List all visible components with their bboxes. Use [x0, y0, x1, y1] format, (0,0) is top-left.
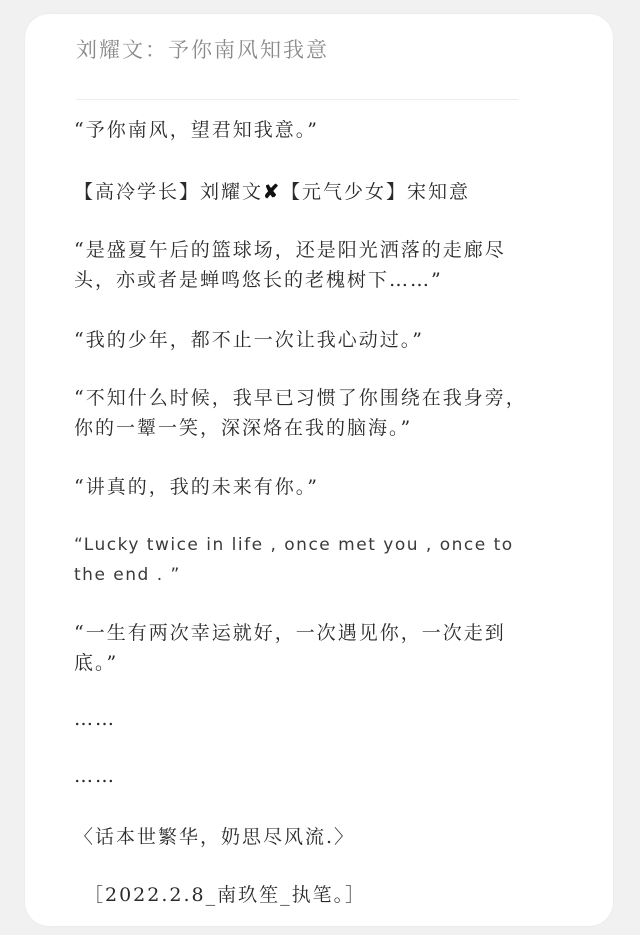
paragraph-text: ［2022.2.8_南玖笙_执笔。］ — [84, 884, 367, 906]
paragraph-quote-1 — [74, 115, 564, 145]
paragraph-text: 〈话本世繁华，奶思尽风流.〉 — [74, 826, 356, 848]
paragraph-text: “讲真的，我的未来有你。” — [74, 476, 319, 498]
paragraph-line: 底。” — [74, 652, 119, 674]
paragraph-quote-6 — [74, 618, 564, 678]
paragraph-quote-4 — [74, 383, 564, 443]
paragraph-characters — [74, 177, 564, 207]
paragraph-line: “是盛夏午后的篮球场，还是阳光洒落的走廊尽 — [74, 239, 506, 261]
paragraph-line: “不知什么时候，我早已习惯了你围绕在我身旁， — [74, 387, 527, 409]
paragraph-line: 你的一颦一笑，深深烙在我的脑海。” — [74, 417, 413, 439]
paragraph-line: “Lucky twice in life , once met you , once to — [74, 535, 514, 555]
paragraph-text: “予你南风，望君知我意。” — [74, 119, 319, 141]
paragraph-quote-3 — [74, 325, 564, 355]
signature-line — [84, 880, 574, 910]
paragraph-line: “一生有两次幸运就好，一次遇见你，一次走到 — [74, 622, 506, 644]
article-title: 刘耀文：予你南风知我意 — [76, 38, 329, 62]
character-left: 【高冷学长】刘耀文 — [74, 181, 264, 203]
paragraph-text: “我的少年，都不止一次让我心动过。” — [74, 329, 424, 351]
title-divider — [76, 99, 518, 100]
ellipsis-1 — [74, 704, 564, 734]
paragraph-text: …… — [74, 765, 116, 787]
closing-line — [74, 822, 564, 852]
paragraph-english — [74, 530, 564, 590]
paragraph-quote-2 — [74, 235, 564, 295]
paragraph-line: the end . ” — [74, 565, 181, 585]
cross-icon: ✘ — [263, 181, 281, 203]
ellipsis-2 — [74, 761, 564, 791]
paragraph-line: 头，亦或者是蝉鸣悠长的老槐树下……” — [74, 269, 443, 291]
character-right: 【元气少女】宋知意 — [280, 181, 470, 203]
paragraph-text: …… — [74, 708, 116, 730]
paragraph-quote-5 — [74, 472, 564, 502]
